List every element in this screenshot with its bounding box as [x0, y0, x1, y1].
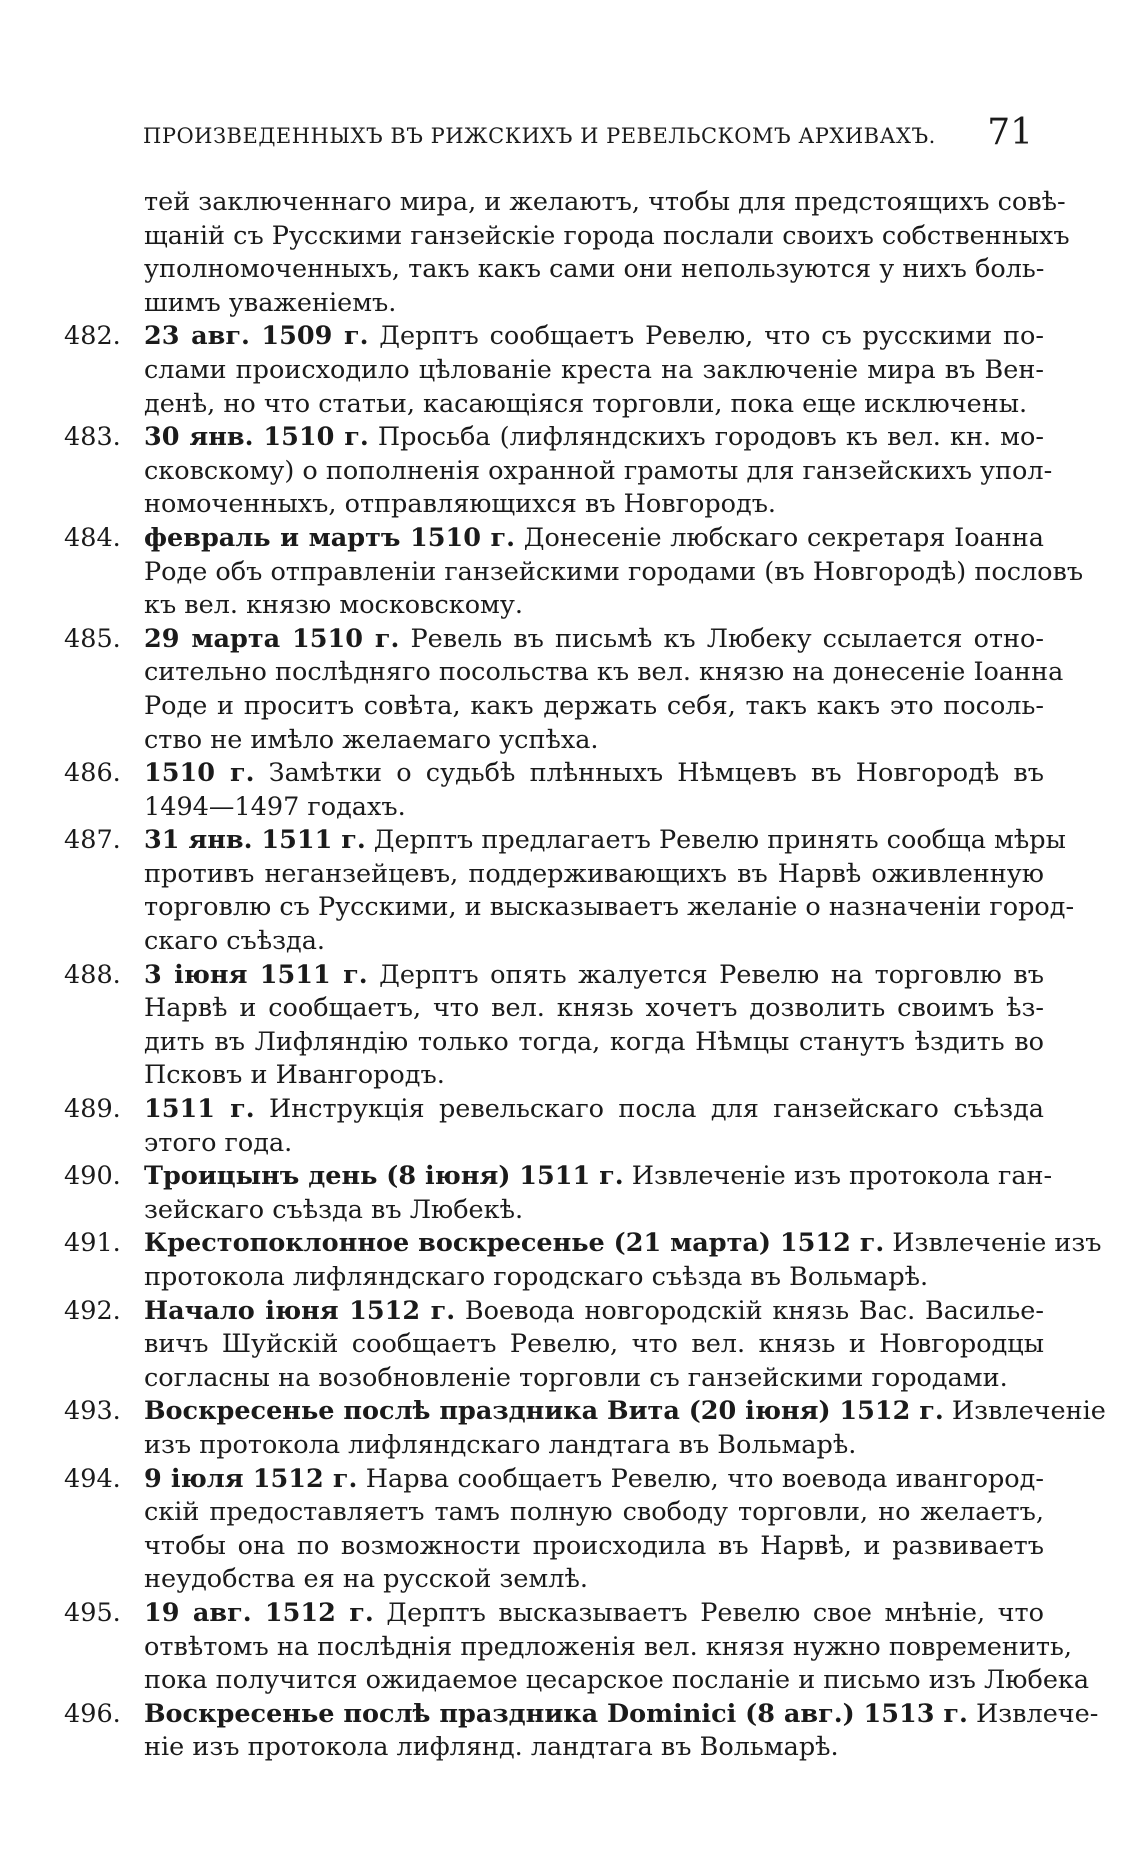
entry-text: Нарвѣ и сообщаетъ, что вел. князь хочетъ дозволить своимъ ѣз-: [144, 993, 1044, 1024]
entry-text: сковскому) о пополненія охранной грамоты для ганзейскихъ упол-: [144, 455, 1053, 486]
entry-date: 9 іюля 1512 г.: [144, 1463, 358, 1494]
continued-paragraph: [144, 186, 1070, 320]
entry-number: 487.: [64, 825, 121, 856]
entry-text: Дерптъ опять жалуется Ревелю на торговлю въ: [367, 959, 1044, 990]
entry-text: вичъ Шуйскій сообщаетъ Ревелю, что вел. князь и Новгородцы: [144, 1329, 1044, 1360]
running-header: [143, 112, 1033, 164]
entry-text: противъ неганзейцевъ, поддерживающихъ въ Нарвѣ оживленную: [144, 858, 1044, 889]
entry-date: 19 авг. 1512 г.: [144, 1597, 374, 1628]
text-line: тей заключеннаго мира, и желаютъ, чтобы для предстоящихъ совѣ-: [144, 187, 1066, 217]
entry-text: номоченныхъ, отправляющихся въ Новгородъ.: [144, 489, 777, 520]
entry-text: Инструкція ревельскаго посла для ганзейскаго съѣзда: [254, 1094, 1044, 1125]
entry-text: Замѣтки о судьбѣ плѣнныхъ Нѣмцевъ въ Новгородѣ въ: [254, 758, 1044, 789]
entry-date: февраль и мартъ 1510 г.: [144, 522, 515, 553]
entry-date: Начало іюня 1512 г.: [144, 1295, 456, 1326]
entry-number: 491.: [64, 1228, 121, 1259]
register-entry: [64, 824, 1075, 958]
register-entry: [64, 757, 1044, 824]
entry-text: Извлече-: [967, 1698, 1099, 1729]
entry-date: 31 янв. 1511 г.: [144, 825, 366, 856]
entry-number: 493.: [64, 1396, 121, 1427]
register-entry: [64, 1395, 1106, 1462]
entry-text: Ревель въ письмѣ къ Любеку ссылается отно-: [399, 623, 1044, 654]
entry-number: 490.: [64, 1161, 121, 1192]
entry-text: къ вел. князю московскому.: [144, 590, 523, 621]
page-number: 71: [987, 112, 1033, 153]
entry-text: Извлеченіе изъ: [884, 1228, 1102, 1259]
entry-number: 488.: [64, 959, 121, 990]
register-entry: [64, 1597, 1090, 1698]
entry-date: 1511 г.: [144, 1094, 255, 1125]
register-entry: [64, 1160, 1053, 1227]
entry-date: 23 авг. 1509 г.: [144, 321, 369, 352]
entry-text: Извлеченіе изъ протокола ган-: [623, 1161, 1053, 1192]
text-body: [64, 186, 1106, 1765]
entry-number: 494.: [64, 1463, 121, 1494]
register-entry: [64, 522, 1084, 623]
entry-date: Троицынъ день (8 іюня) 1511 г.: [144, 1161, 624, 1192]
entry-text: Донесеніе любскаго секретаря Іоанна: [514, 522, 1044, 553]
register-entry: [64, 1295, 1044, 1396]
entry-text: этого года.: [144, 1127, 293, 1158]
text-line: шимъ уваженіемъ.: [144, 287, 397, 318]
register-entry: [64, 320, 1044, 421]
entry-date: Крестопоклонное воскресенье (21 марта) 1512 г.: [144, 1228, 885, 1259]
entry-number: 485.: [64, 623, 121, 654]
entry-text: отвѣтомъ на послѣднія предложенія вел. князя нужно повременить,: [144, 1631, 1072, 1662]
entry-date: 1510 г.: [144, 758, 255, 789]
register-entry: [64, 421, 1053, 522]
entry-text: Нарва сообщаетъ Ревелю, что воевода ивангород-: [357, 1463, 1044, 1494]
register-entry: [64, 1698, 1099, 1765]
entry-text: чтобы она по возможности происходила въ Нарвѣ, и развиваетъ: [144, 1530, 1044, 1561]
entry-text: Просьба (лифляндскихъ городовъ къ вел. кн. мо-: [368, 422, 1044, 453]
entry-text: Извлеченіе: [943, 1396, 1106, 1427]
entry-text: неудобства ея на русской землѣ.: [144, 1564, 588, 1595]
entry-number: 483.: [64, 422, 121, 453]
entry-date: Воскресенье послѣ праздника Вита (20 іюня) 1512 г.: [144, 1396, 944, 1427]
entry-text: изъ протокола лифляндскаго ландтага въ Вольмарѣ.: [144, 1429, 857, 1460]
entry-text: денѣ, но что статьи, касающіяся торговли, пока еще исключены.: [144, 388, 1028, 419]
entry-text: слами происходило цѣлованіе креста на заключеніе мира въ Вен-: [144, 354, 1044, 385]
entry-text: Псковъ и Ивангородъ.: [144, 1060, 445, 1091]
entry-text: протокола лифляндскаго городскаго съѣзда въ Вольмарѣ.: [144, 1262, 929, 1292]
entry-number: 484.: [64, 522, 121, 553]
register-entry: [64, 1463, 1044, 1597]
entry-number: 489.: [64, 1094, 121, 1125]
entry-text: Роде и проситъ совѣта, какъ держать себя, такъ какъ это посоль-: [144, 690, 1044, 721]
entry-date: 29 марта 1510 г.: [144, 623, 400, 654]
entry-text: скаго съѣзда.: [144, 926, 326, 957]
running-title: ПРОИЗВЕДЕННЫХЪ ВЪ РИЖСКИХЪ И РЕВЕЛЬСКОМЪ АРХИВАХЪ.: [143, 124, 936, 148]
entry-text: скій предоставляетъ тамъ полную свободу торговли, но желаетъ,: [144, 1497, 1044, 1528]
entry-text: 1494—1497 годахъ.: [144, 791, 406, 822]
register-entry: [64, 1227, 1102, 1294]
entry-number: 486.: [64, 758, 121, 789]
entry-number: 492.: [64, 1295, 121, 1326]
entry-text: ство не имѣло желаемаго успѣха.: [144, 724, 599, 755]
entry-number: 482.: [64, 321, 121, 352]
entry-text: Роде объ отправленіи ганзейскими городами (въ Новгородѣ) пословъ: [144, 556, 1084, 587]
entry-text: торговлю съ Русскими, и высказываетъ желаніе о назначеніи город-: [144, 892, 1075, 923]
entry-text: пока получится ожидаемое цесарское посланіе и письмо изъ Любека: [144, 1665, 1090, 1696]
register-entry: [64, 959, 1044, 1093]
entry-number: 496.: [64, 1698, 121, 1729]
entry-text: Дерптъ предлагаетъ Ревелю принять сообща мѣры: [365, 825, 1066, 856]
entry-text: дить въ Лифляндію только тогда, когда Нѣмцы станутъ ѣздить во: [144, 1026, 1044, 1057]
entry-date: 3 іюня 1511 г.: [144, 959, 368, 990]
register-entry: [64, 623, 1064, 757]
entry-number: 495.: [64, 1597, 121, 1628]
entry-text: Дерптъ высказываетъ Ревелю свое мнѣніе, что: [373, 1597, 1045, 1628]
entry-text: сительно послѣдняго посольства къ вел. князю на донесеніе Іоанна: [144, 657, 1064, 688]
entry-date: 30 янв. 1510 г.: [144, 422, 369, 453]
entry-text: Дерптъ сообщаетъ Ревелю, что съ русскими по-: [368, 321, 1044, 352]
entry-date: Воскресенье послѣ праздника Dominici (8 авг.) 1513 г.: [144, 1698, 968, 1729]
entry-text: ніе изъ протокола лифлянд. ландтага въ Вольмарѣ.: [144, 1732, 839, 1763]
entry-text: Воевода новгородскій князь Вас. Василье-: [455, 1295, 1044, 1326]
text-line: щаній съ Русскими ганзейскіе города послали своихъ собственныхъ: [144, 220, 1070, 251]
entry-text: согласны на возобновленіе торговли съ ганзейскими городами.: [144, 1362, 1008, 1393]
register-entry: [64, 1093, 1044, 1160]
text-line: уполномоченныхъ, такъ какъ сами они непользуются у нихъ боль-: [144, 254, 1045, 285]
entry-text: зейскаго съѣзда въ Любекѣ.: [144, 1194, 524, 1225]
